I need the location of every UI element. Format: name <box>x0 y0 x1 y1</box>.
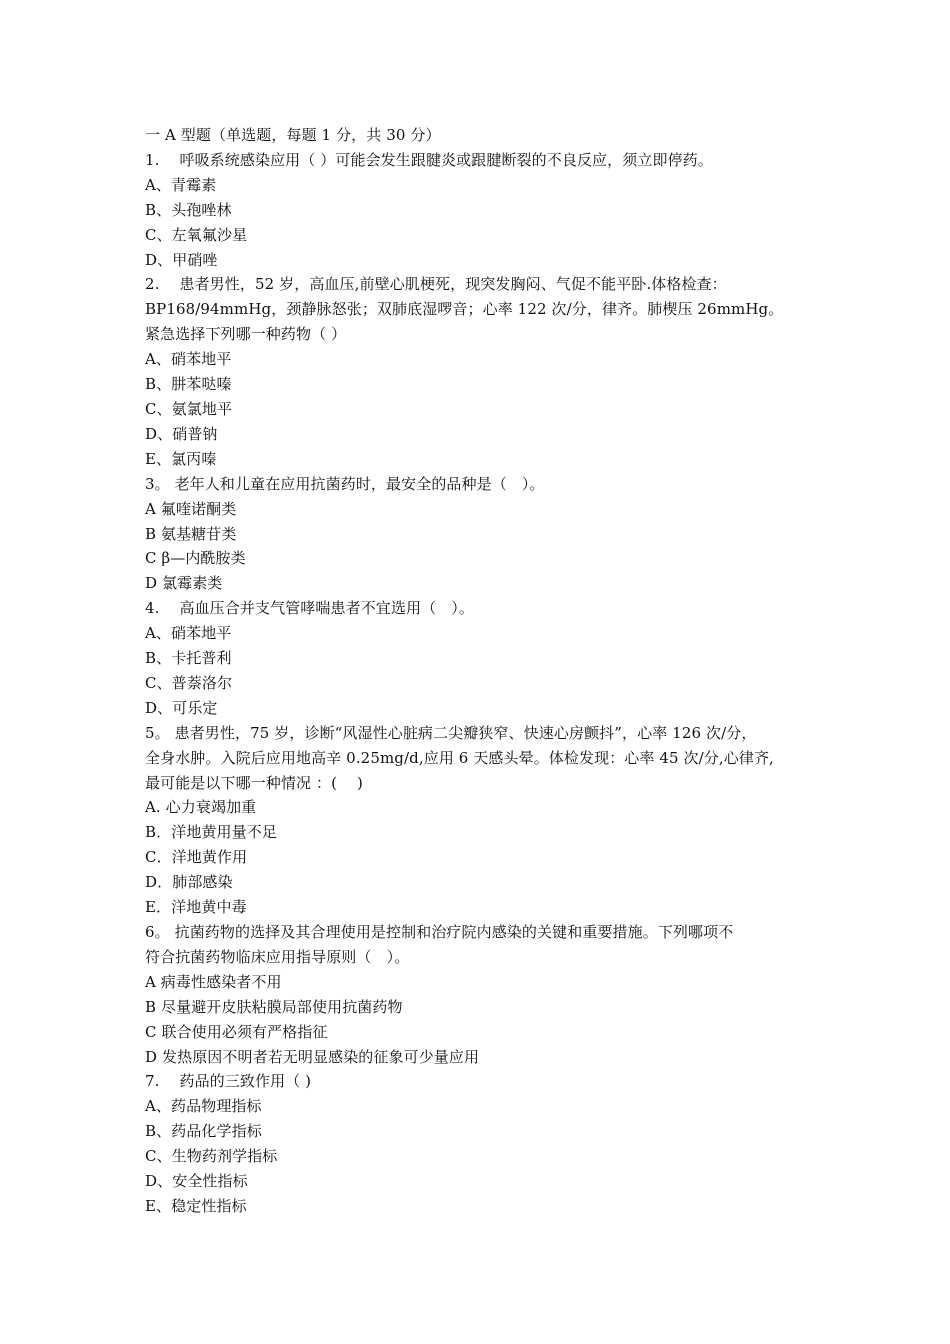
option: A、药品物理指标 <box>145 1097 262 1116</box>
option: B、药品化学指标 <box>145 1122 262 1141</box>
option: A、硝苯地平 <box>145 350 232 369</box>
option: C、左氧氟沙星 <box>145 225 248 244</box>
question-5 <box>145 721 815 920</box>
question-4 <box>145 596 815 721</box>
question-7 <box>145 1069 815 1218</box>
question-2-stem-line-2: BP168/94mmHg，颈静脉怒张；双肺底湿啰音；心率 122 次/分，律齐。肺楔压 26mmHg。 <box>145 300 784 319</box>
question-3 <box>145 472 815 597</box>
option: D、甲硝唑 <box>145 250 218 269</box>
option: D、硝普钠 <box>145 424 218 443</box>
option: C、氨氯地平 <box>145 399 233 418</box>
question-7-stem: 7. 药品的三致作用（ ) <box>145 1072 312 1091</box>
question-2-stem-line-1: 2. 患者男性，52 岁，高血压,前壁心肌梗死，现突发胸闷、气促不能平卧.体格检查： <box>145 275 727 294</box>
option: D、可乐定 <box>145 698 218 717</box>
option: A. 心力衰竭加重 <box>145 798 257 817</box>
option: C、普萘洛尔 <box>145 673 233 692</box>
option: C β—内酰胺类 <box>145 549 246 568</box>
option: D 氯霉素类 <box>145 574 223 593</box>
option: A、硝苯地平 <box>145 624 232 643</box>
question-5-stem-line-1: 5。 患者男性，75 岁，诊断“风湿性心脏病二尖瓣狭窄、快速心房颤抖”，心率 126 次/分， <box>145 723 757 742</box>
option: B 氨基糖苷类 <box>145 524 237 543</box>
section-title: 一 A 型题（单选题，每题 1 分，共 30 分） <box>145 126 441 144</box>
question-4-stem: 4. 高血压合并支气管哮喘患者不宜选用（ ）。 <box>145 599 474 618</box>
question-2-stem-line-3: 紧急选择下列哪一种药物（ ） <box>145 325 347 344</box>
question-6-stem-line-1: 6。 抗菌药物的选择及其合理使用是控制和治疗院内感染的关键和重要措施。下列哪项不 <box>145 923 734 941</box>
option: B 尽量避开皮肤粘膜局部使用抗菌药物 <box>145 997 403 1016</box>
option: D 发热原因不明者若无明显感染的征象可少量应用 <box>145 1047 480 1066</box>
option: B、卡托普利 <box>145 649 232 668</box>
option: A、青霉素 <box>145 175 217 194</box>
option: D．肺部感染 <box>145 873 233 892</box>
option: C、生物药剂学指标 <box>145 1147 278 1166</box>
option: A 病毒性感染者不用 <box>145 972 282 991</box>
question-5-stem-line-3: 最可能是以下哪一种情况 ：( ) <box>145 773 363 792</box>
question-1 <box>145 148 815 273</box>
option: B．洋地黄用量不足 <box>145 823 277 842</box>
option: D、安全性指标 <box>145 1172 248 1191</box>
question-6-stem-line-2: 符合抗菌药物临床应用指导原则（ ）。 <box>145 947 410 966</box>
option: C．洋地黄作用 <box>145 848 248 867</box>
exam-content <box>145 123 815 1219</box>
option: B、头孢唑林 <box>145 200 232 219</box>
question-2 <box>145 272 815 471</box>
option: E．洋地黄中毒 <box>145 898 247 917</box>
option: A 氟喹诺酮类 <box>145 499 237 518</box>
question-1-stem: 1. 呼吸系统感染应用（ ）可能会发生跟腱炎或跟腱断裂的不良反应，须立即停药。 <box>145 150 713 169</box>
option: E、稳定性指标 <box>145 1196 247 1215</box>
question-3-stem: 3。 老年人和儿童在应用抗菌药时，最安全的品种是（ ）。 <box>145 474 545 493</box>
option: B、肼苯哒嗪 <box>145 375 232 394</box>
question-6 <box>145 920 815 1069</box>
option: C 联合使用必须有严格指征 <box>145 1022 328 1041</box>
question-5-stem-line-2: 全身水肿。入院后应用地高辛 0.25mg/d,应用 6 天感头晕。体检发现：心率 45 次/分,心律齐, <box>145 748 774 767</box>
option: E、氯丙嗪 <box>145 449 217 468</box>
